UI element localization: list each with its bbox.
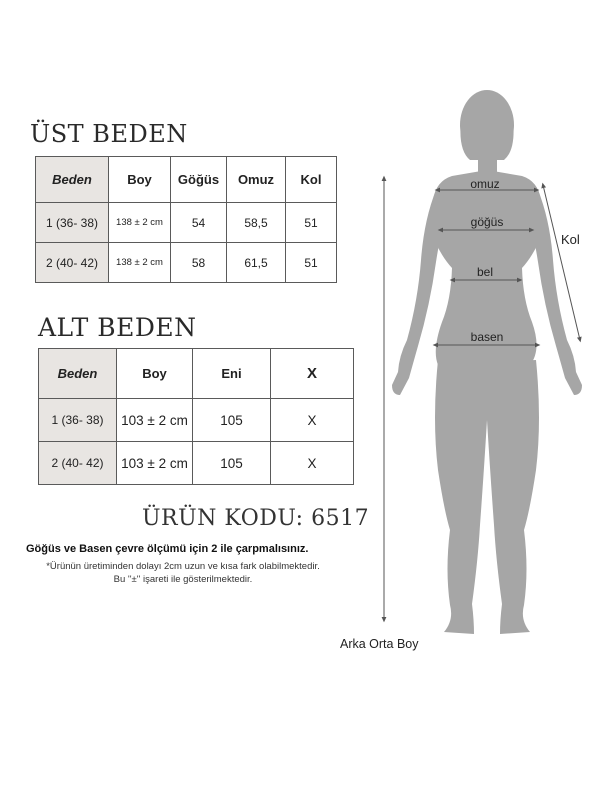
header-beden: Beden xyxy=(39,349,117,399)
label-bel: bel xyxy=(476,265,494,279)
label-basen: basen xyxy=(470,330,504,344)
cell-omuz: 61,5 xyxy=(227,243,286,283)
label-kol: Kol xyxy=(561,232,580,247)
cell-x: X xyxy=(271,399,354,442)
header-beden: Beden xyxy=(36,157,109,203)
header-gogus: Göğüs xyxy=(171,157,227,203)
header-kol: Kol xyxy=(286,157,337,203)
cell-x: X xyxy=(271,442,354,485)
cell-eni: 105 xyxy=(193,442,271,485)
cell-boy: 138 ± 2 cm xyxy=(109,243,171,283)
header-eni: Eni xyxy=(193,349,271,399)
header-boy: Boy xyxy=(109,157,171,203)
disclaimer-line-1: *Ürünün üretiminden dolayı 2cm uzun ve kısa fark olabilmektedir. xyxy=(46,561,320,572)
silhouette xyxy=(392,90,582,634)
label-gogus: göğüs xyxy=(470,215,504,229)
cell-boy: 103 ± 2 cm xyxy=(117,442,193,485)
cell-beden: 2 (40- 42) xyxy=(39,442,117,485)
cell-boy: 138 ± 2 cm xyxy=(109,203,171,243)
cell-kol: 51 xyxy=(286,203,337,243)
label-omuz: omuz xyxy=(470,177,500,191)
header-x: X xyxy=(271,349,354,399)
product-code: ÜRÜN KODU: 6517 xyxy=(142,506,370,531)
cell-beden: 2 (40- 42) xyxy=(36,243,109,283)
bottom-section-title: ALT BEDEN xyxy=(38,313,197,342)
label-arka-orta-boy: Arka Orta Boy xyxy=(340,637,419,651)
measurement-note: Göğüs ve Basen çevre ölçümü için 2 ile çarpmalısınız. xyxy=(26,543,309,555)
cell-gogus: 54 xyxy=(171,203,227,243)
header-boy: Boy xyxy=(117,349,193,399)
cell-gogus: 58 xyxy=(171,243,227,283)
header-omuz: Omuz xyxy=(227,157,286,203)
disclaimer-line-2: Bu ''±'' işareti ile gösterilmektedir. xyxy=(113,574,253,585)
cell-boy: 103 ± 2 cm xyxy=(117,399,193,442)
cell-beden: 1 (36- 38) xyxy=(39,399,117,442)
cell-omuz: 58,5 xyxy=(227,203,286,243)
cell-eni: 105 xyxy=(193,399,271,442)
cell-beden: 1 (36- 38) xyxy=(36,203,109,243)
cell-kol: 51 xyxy=(286,243,337,283)
top-section-title: ÜST BEDEN xyxy=(30,120,188,148)
